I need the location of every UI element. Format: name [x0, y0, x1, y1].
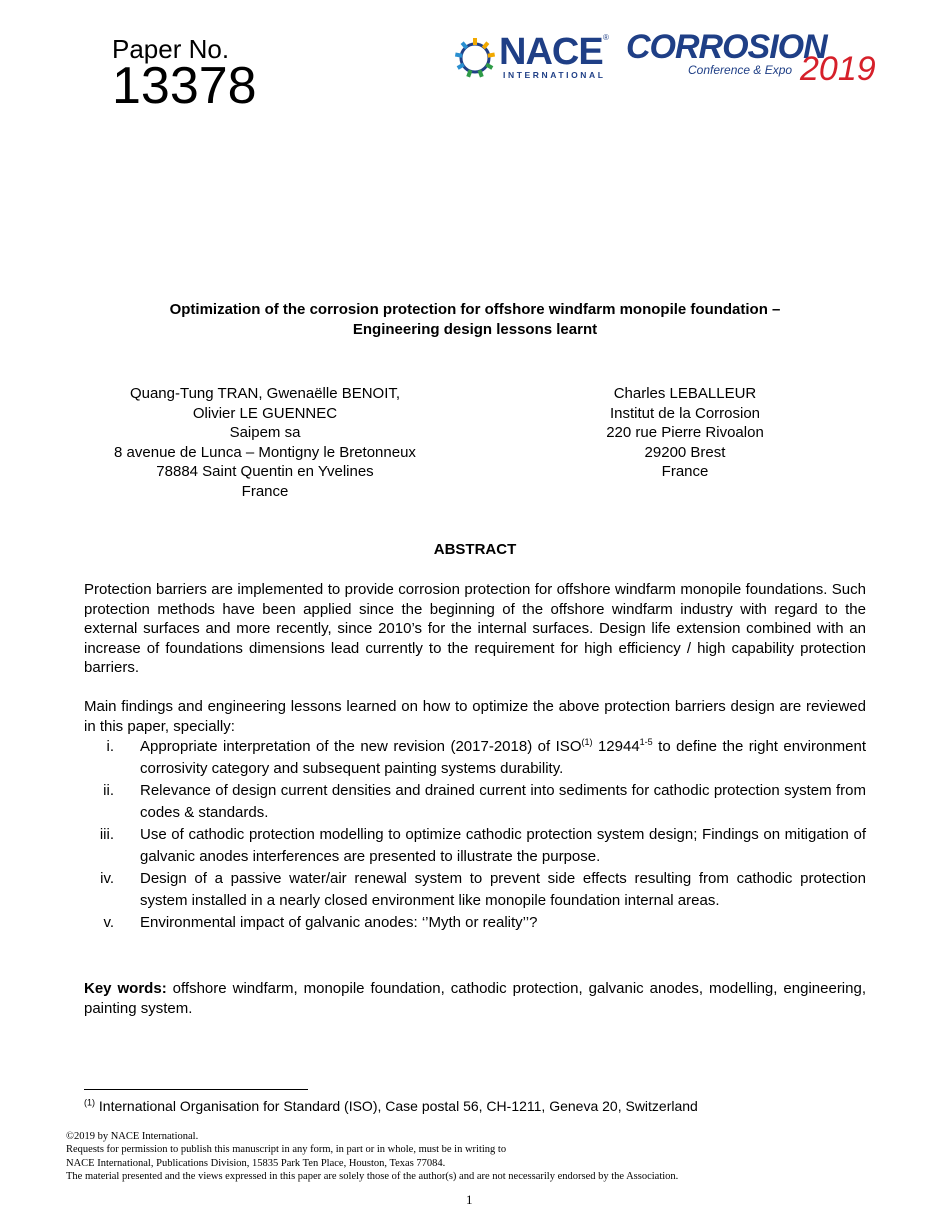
- footnote-mark: (1): [84, 1097, 95, 1108]
- nace-subtitle: INTERNATIONAL: [503, 70, 606, 80]
- copyright-line: ©2019 by NACE International.: [66, 1131, 199, 1142]
- list-item-text: Appropriate interpretation of the new revision (2017-2018) of ISO$^{(1)}$ 12944$^{1-5}$ to define the right environment corrosivity category and subsequent painting systems durability.: [140, 737, 866, 777]
- nace-logo: [453, 33, 613, 83]
- list-item-number: iii.: [99, 826, 114, 843]
- abstract-heading: ABSTRACT: [433, 541, 517, 558]
- keywords: [84, 979, 866, 1018]
- paper-label: Paper No.: [112, 34, 230, 64]
- abstract-paragraph-2: Main findings and engineering lessons learned on how to optimize the above protection barriers design are reviewed in this paper, specially:: [84, 698, 866, 735]
- author-line: 220 rue Pierre Rivoalon: [606, 424, 764, 442]
- footnote-ref: (1): [581, 737, 593, 747]
- list-item-text: Use of cathodic protection modelling to optimize cathodic protection system design; Findings on mitigation of galvanic anodes interferences are presented to illustrate the purpose.: [140, 826, 866, 865]
- list-item-text: Relevance of design current densities and drained current into sediments for cathodic protection system from codes & standards.: [140, 782, 866, 821]
- author-line: 78884 Saint Quentin en Yvelines: [156, 463, 374, 481]
- list-item-text: Environmental impact of galvanic anodes: ‘’Myth or reality’’?: [140, 914, 538, 931]
- keywords-label: Key words:: [84, 980, 167, 997]
- corrosion-subtitle: Conference & Expo: [688, 63, 793, 77]
- author-line: Charles LEBALLEUR: [613, 385, 757, 402]
- keywords-text: offshore windfarm, monopile foundation, cathodic protection, galvanic anodes, modelling, engineering, painting system.: [84, 980, 866, 1017]
- list-item: [84, 780, 866, 824]
- title-line-2: Engineering design lessons learnt: [352, 321, 598, 338]
- footnote: [84, 1098, 698, 1114]
- registered-mark: ®: [603, 33, 609, 42]
- gear-ring-icon: [453, 35, 497, 81]
- copyright-line: NACE International, Publications Division, 15835 Park Ten Place, Houston, Texas 77084.: [66, 1157, 446, 1169]
- title-line-1: Optimization of the corrosion protection for offshore windfarm monopile foundation –: [169, 301, 781, 318]
- author-line: 29200 Brest: [644, 443, 726, 461]
- copyright-line: Requests for permission to publish this manuscript in any form, in part or in whole, must be in writing to: [66, 1144, 507, 1156]
- footnote-text: International Organisation for Standard (ISO), Case postal 56, CH-1211, Geneva 20, Switzerland: [95, 1098, 698, 1114]
- paper-title: [80, 300, 870, 340]
- list-item-number: v.: [103, 914, 114, 931]
- reference-superscript: 1-5: [639, 737, 653, 747]
- author-line: Institut de la Corrosion: [609, 404, 761, 422]
- author-line: Quang-Tung TRAN, Gwenaëlle BENOIT,: [129, 385, 401, 402]
- corrosion-wordmark: CORROSION: [626, 28, 827, 66]
- author-line: Saipem sa: [229, 424, 301, 442]
- author-line: 8 avenue de Lunca – Montigny le Bretonneux: [114, 443, 416, 461]
- copyright-notice: [66, 1130, 886, 1183]
- author-line: France: [661, 463, 709, 481]
- corrosion-logo: [626, 30, 886, 88]
- nace-wordmark: NACE: [499, 31, 603, 73]
- list-item: [84, 912, 866, 934]
- list-item-number: iv.: [100, 870, 114, 887]
- findings-list: [84, 736, 866, 934]
- list-item: [84, 824, 866, 868]
- copyright-line: The material presented and the views expressed in this paper are solely those of the author(s) and are not necessarily endorsed by the Association.: [66, 1170, 679, 1182]
- list-item: [84, 736, 866, 780]
- author-line: Olivier LE GUENNEC: [192, 404, 338, 422]
- list-item-text: Design of a passive water/air renewal system to prevent side effects resulting from cathodic protection system installed in a nearly closed environment like monopile foundation internal areas.: [140, 870, 866, 909]
- footnote-divider: [84, 1089, 308, 1090]
- paper-number: 13378: [112, 57, 257, 115]
- page-number: 1: [466, 1192, 473, 1207]
- list-item-number: i.: [106, 738, 114, 755]
- list-item-number: ii.: [103, 782, 114, 799]
- abstract-paragraph-1: Protection barriers are implemented to provide corrosion protection for offshore windfarm monopile foundations. Such protection methods have been applied since the beginning of the offshore windfarm industry with regard to the external surfaces and more recently, since 2010’s for the internal surfaces. Design life extension combined with an increase of foundations dimensions lead currently to the requirement for high efficiency / high capability protection barriers.: [84, 581, 866, 677]
- authors-right: [560, 384, 810, 482]
- list-item: [84, 868, 866, 912]
- author-line: France: [241, 482, 289, 500]
- corrosion-year: 2019: [800, 50, 876, 88]
- authors-left: [80, 384, 450, 502]
